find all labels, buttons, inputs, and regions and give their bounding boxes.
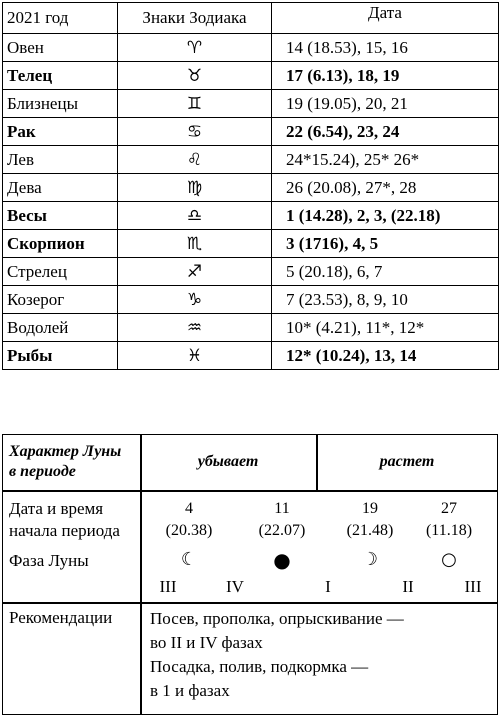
waning-crescent-icon: ☾ xyxy=(180,549,198,570)
period-day: 11 xyxy=(274,500,290,517)
sign-name: Телец xyxy=(3,62,118,90)
sign-symbol-cell xyxy=(118,230,272,258)
pisces-icon: ♓︎ xyxy=(186,345,203,366)
new-moon-icon: ● xyxy=(273,548,291,572)
zodiac-row xyxy=(3,90,499,118)
period-time: (21.48) xyxy=(346,522,394,539)
divider xyxy=(3,602,497,604)
leo-icon: ♌︎ xyxy=(186,149,203,170)
period-start-label xyxy=(9,498,120,542)
zodiac-row xyxy=(3,230,499,258)
sign-date: 22 (6.54), 23, 24 xyxy=(272,118,499,146)
aries-icon: ♈︎ xyxy=(186,37,203,58)
capricorn-icon: ♑︎ xyxy=(186,289,203,310)
full-moon-icon: ○ xyxy=(441,549,457,570)
sign-name: Весы xyxy=(3,202,118,230)
sign-name: Рыбы xyxy=(3,342,118,370)
recommendation-line: в 1 и фазах xyxy=(150,681,230,700)
sign-name: Скорпион xyxy=(3,230,118,258)
sign-date: 24*15.24), 25* 26* xyxy=(272,146,499,174)
sign-name: Дева xyxy=(3,174,118,202)
recommendations-text xyxy=(150,607,404,703)
period-time: (20.38) xyxy=(165,522,213,539)
libra-icon: ♎︎ xyxy=(186,205,203,226)
quarter-label: IV xyxy=(226,577,244,596)
sign-name: Овен xyxy=(3,34,118,62)
sign-symbol-cell xyxy=(118,34,272,62)
period-date xyxy=(330,498,410,542)
sign-name: Близнецы xyxy=(3,90,118,118)
zodiac-table xyxy=(2,2,499,370)
waxing-label: растет xyxy=(379,453,435,470)
quarter-label: III xyxy=(464,577,482,596)
header-year: 2021 год xyxy=(3,3,118,34)
sign-symbol-cell xyxy=(118,286,272,314)
sign-date: 7 (23.53), 8, 9, 10 xyxy=(272,286,499,314)
period-day: 4 xyxy=(185,500,193,517)
period-start-label-line: Дата и время xyxy=(9,499,104,518)
sign-date: 12* (10.24), 13, 14 xyxy=(272,342,499,370)
zodiac-row xyxy=(3,314,499,342)
phase-label: Фаза Луны xyxy=(9,551,89,570)
sign-date: 1 (14.28), 2, 3, (22.18) xyxy=(272,202,499,230)
sign-symbol-cell xyxy=(118,314,272,342)
gemini-icon: ♊︎ xyxy=(186,93,203,114)
sign-date: 26 (20.08), 27*, 28 xyxy=(272,174,499,202)
sign-date: 19 (19.05), 20, 21 xyxy=(272,90,499,118)
sign-symbol-cell xyxy=(118,342,272,370)
sign-name: Козерог xyxy=(3,286,118,314)
zodiac-row xyxy=(3,286,499,314)
quarter-label: I xyxy=(325,577,331,596)
header-signs: Знаки Зодиака xyxy=(118,3,272,34)
virgo-icon: ♍︎ xyxy=(186,177,203,198)
recommendation-line: во II и IV фазах xyxy=(150,633,263,652)
period-day: 27 xyxy=(441,500,457,517)
moon-character-label-line: в периоде xyxy=(9,463,76,480)
sagittarius-icon: ♐︎ xyxy=(186,261,203,282)
moon-character-label-line: Характер Луны xyxy=(9,443,122,460)
scorpio-icon: ♏︎ xyxy=(186,233,203,254)
header-date: Дата xyxy=(272,3,499,34)
sign-symbol-cell xyxy=(118,90,272,118)
zodiac-header-row xyxy=(3,3,499,34)
divider xyxy=(140,435,142,714)
moon-phase-table xyxy=(2,434,498,715)
waxing-crescent-icon: ☽ xyxy=(361,549,379,570)
sign-name: Водолей xyxy=(3,314,118,342)
zodiac-row xyxy=(3,174,499,202)
zodiac-row xyxy=(3,118,499,146)
quarter-label: III xyxy=(159,577,177,596)
sign-symbol-cell xyxy=(118,174,272,202)
aquarius-icon: ♒︎ xyxy=(186,317,203,338)
sign-name: Лев xyxy=(3,146,118,174)
sign-date: 3 (1716), 4, 5 xyxy=(272,230,499,258)
sign-symbol-cell xyxy=(118,118,272,146)
zodiac-row xyxy=(3,146,499,174)
zodiac-row xyxy=(3,202,499,230)
period-day: 19 xyxy=(362,500,378,517)
sign-symbol-cell xyxy=(118,258,272,286)
period-time: (11.18) xyxy=(425,522,473,539)
zodiac-row xyxy=(3,34,499,62)
period-date xyxy=(149,498,229,542)
period-date xyxy=(409,498,489,542)
zodiac-row xyxy=(3,342,499,370)
sign-date: 10* (4.21), 11*, 12* xyxy=(272,314,499,342)
sign-name: Рак xyxy=(3,118,118,146)
quarter-label: II xyxy=(402,577,414,596)
recommendation-line: Посадка, полив, подкормка — xyxy=(150,657,369,676)
recommendation-line: Посев, прополка, опрыскивание — xyxy=(150,609,404,628)
period-time: (22.07) xyxy=(258,522,306,539)
taurus-icon: ♉︎ xyxy=(186,65,203,86)
zodiac-row xyxy=(3,258,499,286)
sign-name: Стрелец xyxy=(3,258,118,286)
sign-symbol-cell xyxy=(118,146,272,174)
sign-date: 17 (6.13), 18, 19 xyxy=(272,62,499,90)
period-start-label-line: начала периода xyxy=(9,521,120,540)
sign-symbol-cell xyxy=(118,202,272,230)
sign-date: 14 (18.53), 15, 16 xyxy=(272,34,499,62)
sign-symbol-cell xyxy=(118,62,272,90)
zodiac-row xyxy=(3,62,499,90)
recommendations-label: Рекомендации xyxy=(9,608,113,627)
zodiac-body xyxy=(3,34,499,370)
waning-label: убывает xyxy=(197,453,259,470)
divider xyxy=(3,490,497,492)
moon-character-label xyxy=(9,442,121,482)
period-date xyxy=(242,498,322,542)
sign-date: 5 (20.18), 6, 7 xyxy=(272,258,499,286)
cancer-icon: ♋︎ xyxy=(186,121,203,142)
